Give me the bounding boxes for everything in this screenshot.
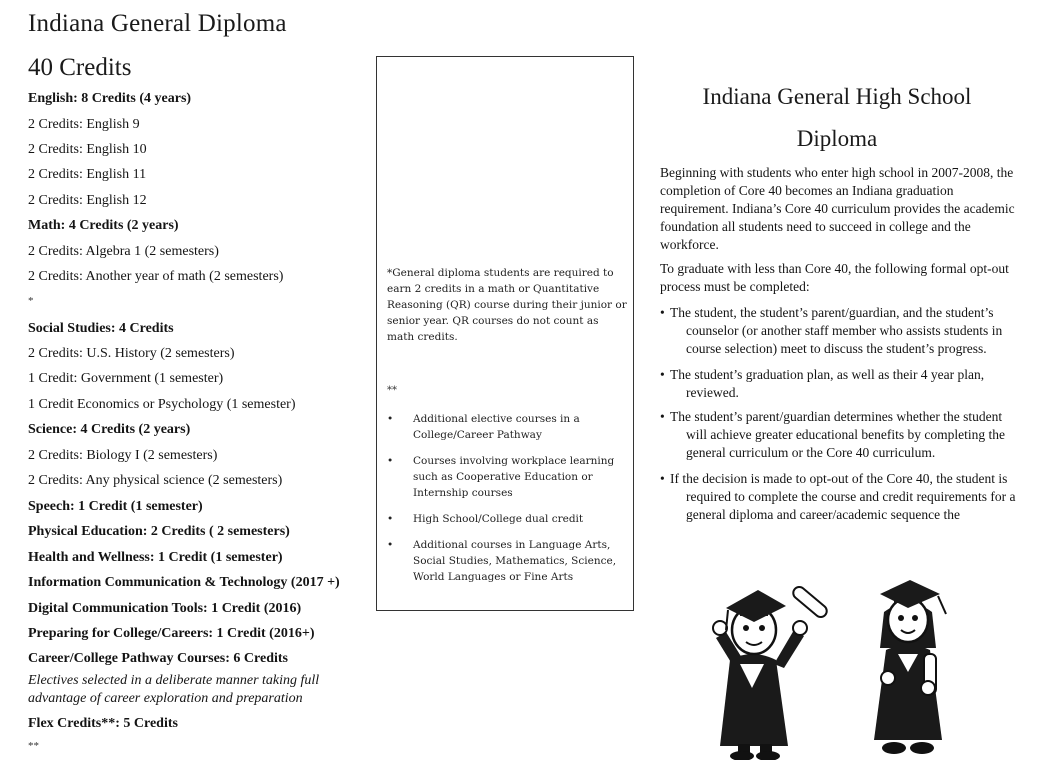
bullet-icon: •: [387, 539, 394, 551]
step-text-cont: required to complete the course and credit requirements for a general diploma and career/academic sequence the: [686, 489, 1016, 522]
math-footnote: *General diploma students are required to earn 2 credits in a math or Quantitative Reasoning (QR) course during their junior or senior year. QR courses do not count as math credits.: [387, 267, 627, 343]
requirement-line: 2 Credits: English 11: [28, 167, 147, 182]
step-text-cont: will achieve greater educational benefits by completing the general curriculum or the Core 40 curriculum.: [686, 427, 1005, 460]
flex-credit-options: [387, 411, 627, 595]
requirement-line: 2 Credits: English 10: [28, 142, 147, 157]
requirement-line: 2 Credits: U.S. History (2 semesters): [28, 346, 235, 361]
bullet-icon: •: [660, 471, 665, 486]
right-title-line2: Diploma: [796, 126, 878, 151]
requirement-heading: Science: 4 Credits (2 years): [28, 422, 191, 437]
requirement-line: 1 Credit: Government (1 semester): [28, 371, 224, 386]
requirement-line: Electives selected in a deliberate manner taking full advantage of career exploration and preparation: [28, 673, 320, 706]
girl-graduate-icon: [874, 580, 946, 754]
requirement-line: 2 Credits: English 9: [28, 117, 140, 132]
list-item-text: High School/College dual credit: [413, 513, 584, 525]
requirement-line: 2 Credits: Algebra 1 (2 semesters): [28, 244, 219, 259]
requirement-line: 2 Credits: Any physical science (2 semesters): [28, 473, 283, 488]
requirement-heading: Preparing for College/Careers: 1 Credit (2016+): [28, 626, 315, 641]
bullet-icon: •: [387, 513, 394, 525]
step-text: The student, the student’s parent/guardian, and the student’s: [670, 305, 994, 320]
bullet-icon: •: [387, 413, 394, 425]
footnote-marker: *: [28, 295, 34, 307]
step-text: The student’s graduation plan, as well as their 4 year plan,: [670, 367, 985, 382]
diploma-title: Indiana General Diploma: [28, 10, 287, 37]
right-title-line1: Indiana General High School: [702, 84, 972, 109]
list-item-text: Courses involving workplace learning such as Cooperative Education or Internship courses: [413, 455, 615, 499]
list-item-text: Additional courses in Language Arts, Social Studies, Mathematics, Science, World Languages or Fine Arts: [413, 539, 617, 583]
footnote-marker: **: [28, 740, 39, 752]
opt-out-step: [660, 408, 1024, 462]
step-text: The student’s parent/guardian determines whether the student: [670, 409, 1003, 424]
step-text-cont: reviewed.: [686, 385, 739, 400]
footnote-box: [376, 56, 634, 611]
intro-paragraph: Beginning with students who enter high school in 2007-2008, the completion of Core 40 becomes an Indiana graduation requirement. Indiana’s Core 40 curriculum provides the academic foundation all students need to succeed in college and the workforce.: [660, 165, 1015, 252]
requirement-heading: Physical Education: 2 Credits ( 2 semesters): [28, 524, 290, 539]
opt-out-step: [660, 366, 1024, 402]
requirement-line: 2 Credits: Biology I (2 semesters): [28, 448, 218, 463]
requirement-heading: Social Studies: 4 Credits: [28, 321, 174, 336]
requirement-heading: Health and Wellness: 1 Credit (1 semester): [28, 550, 283, 565]
bullet-icon: •: [660, 367, 665, 382]
requirement-heading: Digital Communication Tools: 1 Credit (2016): [28, 601, 302, 616]
opt-out-step: [660, 470, 1024, 524]
requirement-line: 2 Credits: English 12: [28, 193, 147, 208]
requirement-heading: Career/College Pathway Courses: 6 Credits: [28, 651, 288, 666]
list-item: [387, 411, 627, 443]
requirement-heading: Information Communication & Technology (2017 +): [28, 575, 340, 590]
boy-graduate-icon: [713, 585, 829, 760]
requirement-line: 2 Credits: Another year of math (2 semesters): [28, 269, 284, 284]
bullet-icon: •: [387, 455, 394, 467]
list-item-text: Additional elective courses in a College/Career Pathway: [413, 413, 580, 441]
requirement-heading: English: 8 Credits (4 years): [28, 91, 192, 106]
list-item: [387, 453, 627, 501]
credits-subtitle: 40 Credits: [28, 54, 132, 81]
bullet-icon: •: [660, 409, 665, 424]
requirement-heading: Flex Credits**: 5 Credits: [28, 716, 178, 731]
step-text-cont: counselor (or another staff member who assists students in course selection) meet to discuss the student’s progress.: [686, 323, 1003, 356]
requirement-heading: Math: 4 Credits (2 years): [28, 218, 179, 233]
opt-out-paragraph: To graduate with less than Core 40, the following formal opt-out process must be completed:: [660, 261, 1009, 294]
flex-footnote-marker: **: [387, 385, 397, 396]
opt-out-step: [660, 304, 1024, 358]
requirement-line: 1 Credit Economics or Psychology (1 semester): [28, 397, 296, 412]
requirement-heading: Speech: 1 Credit (1 semester): [28, 499, 203, 514]
step-text: If the decision is made to opt-out of the Core 40, the student is: [670, 471, 1008, 486]
list-item: [387, 511, 627, 527]
graduates-illustration: [692, 568, 982, 760]
list-item: [387, 537, 627, 585]
bullet-icon: •: [660, 305, 665, 320]
